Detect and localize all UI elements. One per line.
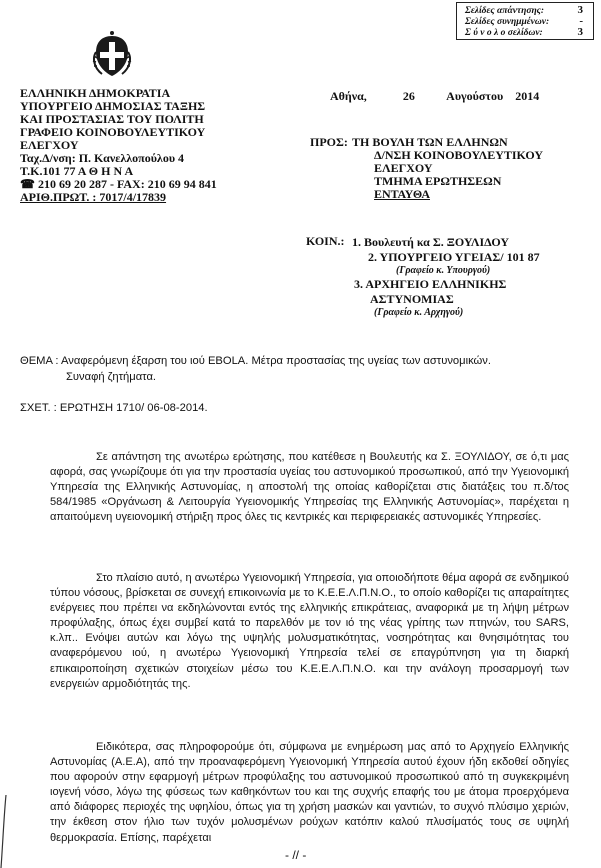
recipient-block	[352, 136, 543, 201]
date-day: 26	[402, 89, 415, 103]
recipient-line-4: ΤΜΗΜΑ ΕΡΩΤΗΣΕΩΝ	[374, 174, 502, 188]
sender-line-1: ΕΛΛΗΝΙΚΗ ΔΗΜΟΚΡΑΤΙΑ	[20, 86, 171, 100]
recipient-label: ΠΡΟΣ:	[310, 135, 348, 149]
cc-item-1: 1. Βουλευτή κα Σ. ΞΟΥΛΙΔΟΥ	[352, 235, 510, 249]
page-marker: - // -	[285, 848, 307, 862]
date-month: Αυγούστου	[446, 89, 504, 103]
cc-item-2-note: (Γραφείο κ. Υπουργού)	[396, 265, 491, 276]
cc-item-3-note: (Γραφείο κ. Αρχηγού)	[374, 307, 464, 318]
sender-line-4: ΓΡΑΦΕΙΟ ΚΟΙΝΟΒΟΥΛΕΥΤΙΚΟΥ	[20, 125, 206, 139]
total-pages-label: Σ ύ ν ο λ ο σελίδων:	[465, 28, 543, 38]
recipient-line-2: Δ/ΝΣΗ ΚΟΙΝΟΒΟΥΛΕΥΤΙΚΟΥ	[374, 148, 544, 162]
reply-pages-label: Σελίδες απάντησης:	[465, 6, 545, 16]
greek-coat-of-arms-icon	[90, 30, 134, 80]
recipient-line-5: ΕΝΤΑΥΘΑ	[374, 187, 430, 201]
subject-line-1: ΘΕΜΑ : Αναφερόμενη έξαρση του ιού EBOLA. Μέτρα προστασίας της υγείας των αστυνομικών.	[20, 355, 491, 367]
reference-line: ΣΧΕΤ. : ΕΡΩΤΗΣΗ 1710/ 06-08-2014.	[20, 402, 208, 414]
body-paragraph-1: Σε απάντηση της ανωτέρω ερώτησης, που κατέθεσε η Βουλευτής κα Σ. ΞΟΥΛΙΔΟΥ, σε ό,τι μας αφορά, σας γνωρίζουμε ότι για την προστασία υγείας του αστυνομικού προσωπικού, από την Υγειονομική Υπηρεσία της Ελληνικής Αστυνομίας, η αποστολή της οποίας καθορίζεται στις διατάξεις του π.δ/τος 584/1985 «Οργάνωση & Λειτουργία Υγειονομικής Υπηρεσίας της Ελληνικής Αστυνομίας», παρέχεται η απαιτούμενη υγειονομική στήριξη προς όλες τις κεντρικές και περιφερειακές αστυνομικές Υπηρεσίες.	[50, 451, 569, 524]
total-pages-row	[465, 28, 589, 39]
protocol-number: ΑΡΙΘ.ΠΡΩΤ. : 7017/4/17839	[20, 190, 167, 204]
attached-pages-row	[465, 17, 589, 28]
date-city: Αθήνα,	[330, 89, 367, 103]
margin-pen-stroke	[0, 795, 8, 868]
total-pages-value: 3	[577, 26, 583, 38]
reply-pages-value: 3	[577, 4, 583, 16]
attached-pages-label: Σελίδες συνημμένων:	[465, 17, 550, 27]
cc-block	[352, 235, 540, 319]
page-count-box	[456, 2, 594, 40]
sender-postcode: Τ.Κ.101 77 Α Θ Η Ν Α	[20, 164, 134, 178]
date-year: 2014	[515, 89, 540, 103]
recipient-line-1: ΤΗ ΒΟΥΛΗ ΤΩΝ ΕΛΛΗΝΩΝ	[352, 135, 508, 149]
reply-pages-row	[465, 6, 589, 17]
body-paragraph-3: Ειδικότερα, σας πληροφορούμε ότι, σύμφωνα με ενημέρωση μας από το Αρχηγείο Ελληνικής Αστυνομίας (Α.Ε.Α), από την προαναφερόμενη Υγειονομική Υπηρεσία αυτού έχουν ήδη εκδοθεί οδηγίες που αφορούν στην εφαρμογή μέτρων προφύλαξης του αστυνομικού προσωπικού από τη συγκεκριμένη ιογενή νόσο, λόγω της φύσεως των καθηκόντων του και της συχνής επαφής του με άτομα προερχόμενα από διάφορες περιοχές της υφηλίου, όπως για τη χρήση μασκών και γαντιών, το συχνό πλύσιμο χεριών, την έκθεση στον ήλιο των τυχόν μολυσμένων ρούχων κατόπιν καλού πλυσίματός τους σε υψηλή θερμοκρασία. Επίσης, παρέχεται	[50, 741, 569, 844]
date-line	[330, 90, 539, 103]
body-paragraph-2: Στο πλαίσιο αυτό, η ανωτέρω Υγειονομική Υπηρεσία, για οποιοδήποτε θέμα αφορά σε ενδημικού τύπου νόσους, βρίσκεται σε συνεχή επικοινωνία με το Κ.Ε.Ε.Λ.Π.Ν.Ο., το οποίο καθορίζει τις απαραίτητες ενέργειες που πρέπει να εκδηλώνονται εντός της ελληνικής επικράτειας, αναφορικά με τη λήψη μέτρων προφύλαξης, όπως έχει συμβεί κατά το παρελθόν με τον ιό της νέας γρίπης των πτηνών, του SARS, κ.λπ.. Ενόψει αυτών και λόγω της υψηλής μολυσματικότητας, νοσηρότητας και θνησιμότητας του αναφερόμενου ιού, η ανωτέρω Υγειονομική Υπηρεσία τελεί σε επαγρύπνηση για τη διαρκή επικαιροποίηση σχετικών στοιχείων μέσω του Κ.Ε.Ε.Λ.Π.Ν.Ο. και την ανάλογη προσαρμογή των ενεργειών αρμοδιότητάς της.	[50, 572, 569, 690]
recipient-line-3: ΕΛΕΓΧΟΥ	[374, 161, 433, 175]
sender-line-5: ΕΛΕΓΧΟΥ	[20, 138, 79, 152]
sender-line-2: ΥΠΟΥΡΓΕΙΟ ΔΗΜΟΣΙΑΣ ΤΑΞΗΣ	[20, 99, 206, 113]
phone-fax-text: 210 69 20 287 - FAX: 210 69 94 841	[37, 177, 217, 191]
sender-address: Ταχ.Δ/νση: Π. Κανελλοπούλου 4	[20, 151, 185, 165]
sender-block	[20, 87, 217, 204]
cc-item-3b: ΑΣΤΥΝΟΜΙΑΣ	[370, 292, 454, 306]
subject-line-2: Συναφή ζητήματα.	[66, 371, 157, 383]
cc-item-3a: 3. ΑΡΧΗΓΕΙΟ ΕΛΛΗΝΙΚΗΣ	[354, 277, 507, 291]
attached-pages-value: -	[579, 15, 583, 27]
sender-line-3: ΚΑΙ ΠΡΟΣΤΑΣΙΑΣ ΤΟΥ ΠΟΛΙΤΗ	[20, 112, 204, 126]
phone-icon: ☎	[20, 177, 38, 191]
cc-item-2: 2. ΥΠΟΥΡΓΕΙΟ ΥΓΕΙΑΣ/ 101 87	[368, 250, 540, 264]
cc-label: ΚΟΙΝ.:	[306, 234, 345, 248]
